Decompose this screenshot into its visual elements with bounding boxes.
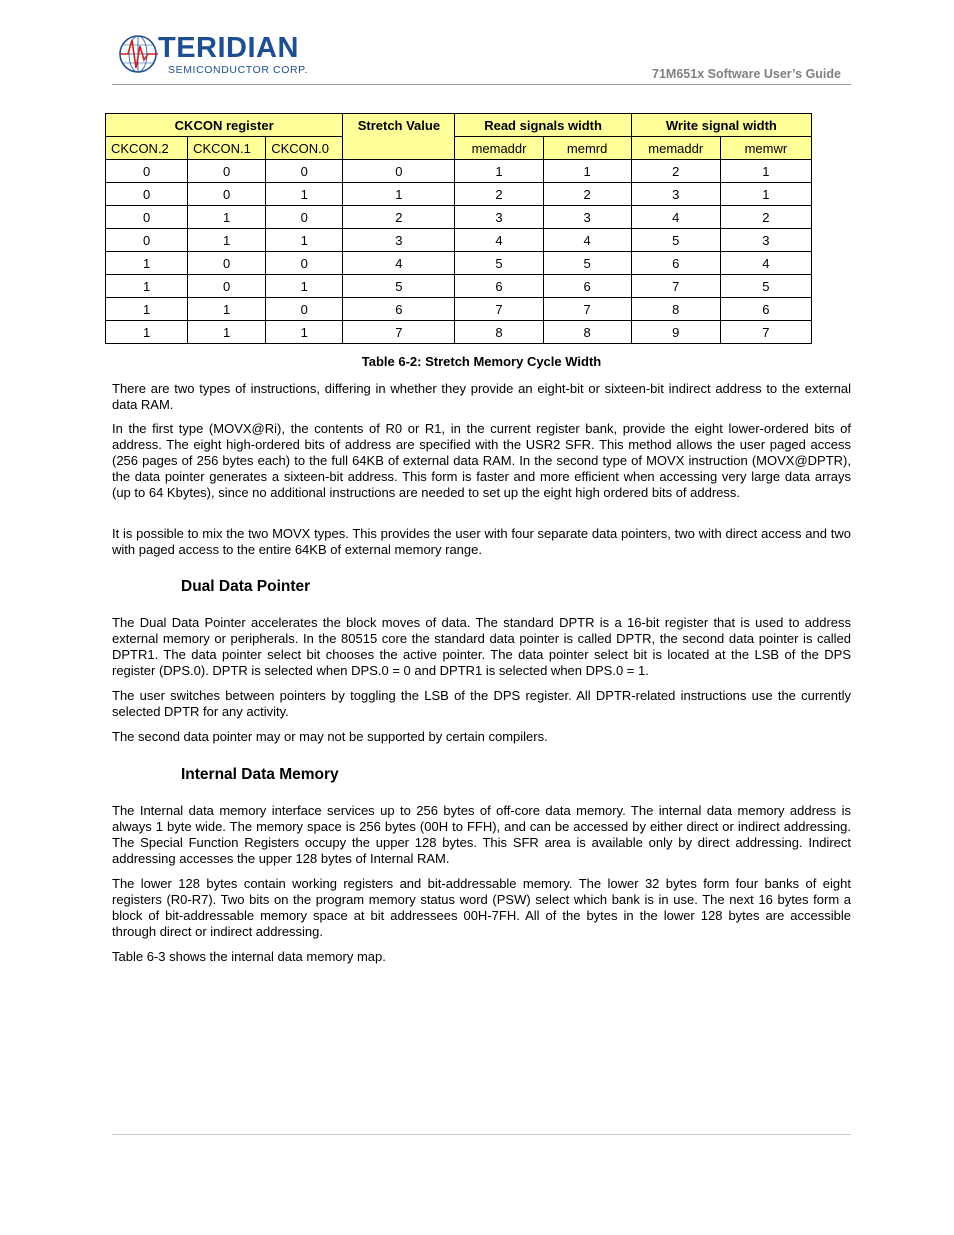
paragraph-internal-memory-intro: The Internal data memory interface services up to 256 bytes of off-core data memory. The internal data memory address is always 1 byte wide. The memory space is 256 bytes (00H to FFH), and can be accessed by either direct or indirect addressing. The Special Function Registers occupy the upper 128 bytes. This SFR area is available only by direct addressing. Indirect addressing accesses the upper 128 bytes of Internal RAM. <box>112 803 851 866</box>
table-cell: 0 <box>266 206 343 229</box>
table-cell: 8 <box>543 321 631 344</box>
table-cell: 0 <box>106 160 188 183</box>
table-cell: 1 <box>188 321 266 344</box>
subheader-cell: CKCON.1 <box>188 137 266 160</box>
paragraph-internal-memory-lower: The lower 128 bytes contain working registers and bit-addressable memory. The lower 32 bytes form four banks of eight registers (R0-R7). Two bits on the program memory status word (PSW) select which bank is in use. The next 16 bytes form a block of bit-addressable memory space at bit addressees 00H-7FH. All of the bytes in the lower 128 bytes are accessible through direct or indirect addressing. <box>112 876 851 939</box>
table-cell: 6 <box>455 275 543 298</box>
table-cell: 1 <box>266 183 343 206</box>
subheader-cell: memwr <box>720 137 811 160</box>
table-cell: 7 <box>343 321 455 344</box>
write-width-header: Write signal width <box>631 114 811 137</box>
paragraph-dual-pointer-switch: The user switches between pointers by toggling the LSB of the DPS register. All DPTR-related instructions use the currently selected DPTR for any activity. <box>112 688 851 719</box>
table-row <box>106 275 812 298</box>
table-cell: 2 <box>720 206 811 229</box>
table-cell: 1 <box>266 321 343 344</box>
document-title: 71M651x Software User’s Guide <box>652 67 841 81</box>
table-cell: 1 <box>188 229 266 252</box>
table-row <box>106 298 812 321</box>
table-cell: 1 <box>343 183 455 206</box>
table-cell: 2 <box>543 183 631 206</box>
table-cell: 1 <box>720 183 811 206</box>
table-cell: 1 <box>188 206 266 229</box>
table-cell: 1 <box>106 252 188 275</box>
table-cell: 6 <box>631 252 720 275</box>
table-cell: 2 <box>343 206 455 229</box>
paragraph-table-reference: Table 6-3 shows the internal data memory map. <box>112 949 386 964</box>
table-cell: 1 <box>455 160 543 183</box>
logo-globe-icon <box>118 32 162 76</box>
table-cell: 1 <box>106 321 188 344</box>
table-cell: 0 <box>266 252 343 275</box>
table-cell: 4 <box>543 229 631 252</box>
paragraph-dual-pointer-intro: The Dual Data Pointer accelerates the block moves of data. The standard DPTR is a 16-bit register that is used to address external memory or peripherals. In the 80515 core the standard data pointer is called DPTR, the second data pointer is called DPTR1. The data pointer select bit chooses the active pointer. The data pointer select bit is located at the LSB of the DPS register (DPS.0). DPTR is selected when DPS.0 = 0 and DPTR1 is selected when DPS.0 = 1. <box>112 615 851 678</box>
table-row <box>106 321 812 344</box>
table-cell: 3 <box>720 229 811 252</box>
table-cell: 5 <box>720 275 811 298</box>
table-cell: 5 <box>343 275 455 298</box>
table-cell: 3 <box>631 183 720 206</box>
table-cell: 7 <box>455 298 543 321</box>
table-cell: 5 <box>455 252 543 275</box>
table-cell: 5 <box>543 252 631 275</box>
teridian-logo <box>118 32 328 80</box>
stretch-value-header: Stretch Value <box>343 114 455 160</box>
stretch-memory-table <box>105 113 812 344</box>
table-cell: 0 <box>266 160 343 183</box>
table-cell: 0 <box>106 206 188 229</box>
logo-subtitle: SEMICONDUCTOR CORP. <box>168 64 308 76</box>
table-cell: 1 <box>266 275 343 298</box>
table-subheader-row <box>106 137 812 160</box>
table-cell: 9 <box>631 321 720 344</box>
table-cell: 4 <box>455 229 543 252</box>
table-cell: 0 <box>188 275 266 298</box>
paragraph-dual-pointer-compilers: The second data pointer may or may not be supported by certain compilers. <box>112 729 548 744</box>
table-cell: 0 <box>188 183 266 206</box>
table-cell: 0 <box>188 252 266 275</box>
table-cell: 6 <box>543 275 631 298</box>
table-cell: 4 <box>720 252 811 275</box>
footer-divider <box>112 1134 851 1135</box>
table-row <box>106 206 812 229</box>
subheader-cell: memrd <box>543 137 631 160</box>
table-cell: 3 <box>343 229 455 252</box>
subheader-cell: memaddr <box>455 137 543 160</box>
paragraph-movx-first-type: In the first type (MOVX@Ri), the contents of R0 or R1, in the current register bank, provide the eight lower-ordered bits of address. The eight high-ordered bits of address are specified with the USR2 SFR. This method allows the user paged access (256 pages of 256 bytes each) to the full 64KB of external data RAM. In the second type of MOVX instruction (MOVX@DPTR), the data pointer generates a sixteen-bit address. This form is faster and more efficient when accessing very large data arrays (up to 64 Kbytes), since no additional instructions are needed to set up the eight high ordered bits of address. <box>112 421 851 500</box>
table-cell: 1 <box>188 298 266 321</box>
read-width-header: Read signals width <box>455 114 631 137</box>
table-cell: 1 <box>720 160 811 183</box>
table-cell: 1 <box>106 275 188 298</box>
subheader-cell: CKCON.2 <box>106 137 188 160</box>
page-header <box>112 30 851 85</box>
table-cell: 7 <box>631 275 720 298</box>
subheader-cell: memaddr <box>631 137 720 160</box>
table-cell: 0 <box>106 229 188 252</box>
table-cell: 4 <box>631 206 720 229</box>
table-cell: 2 <box>455 183 543 206</box>
table-cell: 2 <box>631 160 720 183</box>
table-cell: 8 <box>455 321 543 344</box>
table-row <box>106 183 812 206</box>
table-cell: 8 <box>631 298 720 321</box>
table-cell: 3 <box>455 206 543 229</box>
paragraph-movx-types: There are two types of instructions, differing in whether they provide an eight-bit or sixteen-bit indirect address to the external data RAM. <box>112 381 851 412</box>
table-cell: 6 <box>343 298 455 321</box>
table-caption: Table 6-2: Stretch Memory Cycle Width <box>361 354 602 369</box>
table-cell: 5 <box>631 229 720 252</box>
table-row <box>106 229 812 252</box>
heading-dual-data-pointer: Dual Data Pointer <box>181 578 311 595</box>
table-cell: 1 <box>266 229 343 252</box>
paragraph-movx-mix: It is possible to mix the two MOVX types. This provides the user with four separate data pointers, two with direct access and two with paged access to the entire 64KB of external memory range. <box>112 526 851 557</box>
table-cell: 0 <box>343 160 455 183</box>
table-cell: 4 <box>343 252 455 275</box>
ckcon-group-header: CKCON register <box>106 114 343 137</box>
table-cell: 0 <box>106 183 188 206</box>
table-cell: 0 <box>188 160 266 183</box>
table-cell: 3 <box>543 206 631 229</box>
table-cell: 6 <box>720 298 811 321</box>
table-cell: 0 <box>266 298 343 321</box>
table-cell: 1 <box>543 160 631 183</box>
subheader-cell: CKCON.0 <box>266 137 343 160</box>
logo-wordmark: TERIDIAN <box>158 32 299 64</box>
table-cell: 7 <box>543 298 631 321</box>
table-cell: 1 <box>106 298 188 321</box>
table-row <box>106 160 812 183</box>
heading-internal-data-memory: Internal Data Memory <box>181 766 339 783</box>
table-cell: 7 <box>720 321 811 344</box>
table-row <box>106 252 812 275</box>
table-body <box>106 160 812 344</box>
table-header-row <box>106 114 812 137</box>
